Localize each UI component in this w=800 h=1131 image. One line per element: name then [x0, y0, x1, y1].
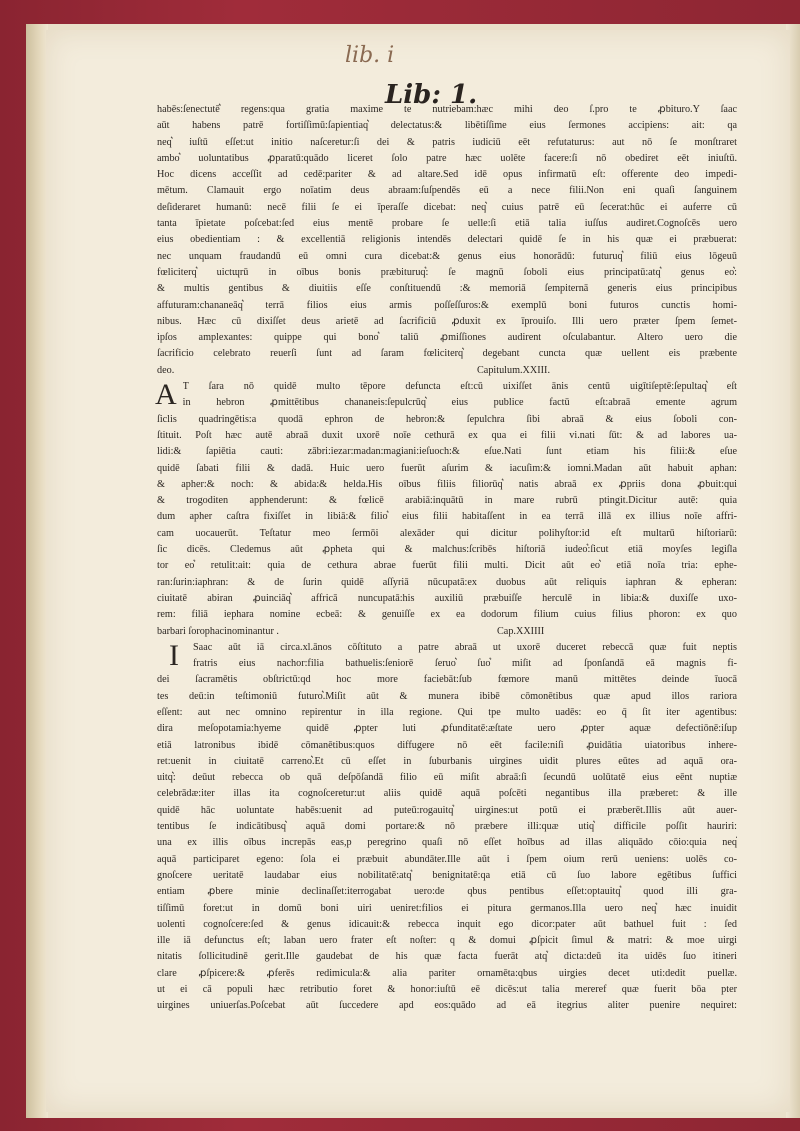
text-line: dei ſacramētis obſtrictū:qd hoc more faciebāt:ſub fœmore manū mittētes deinde īuocā [157, 674, 737, 686]
text-line: mētum. Clamauit ergo noīatim deus abraam:ſuſpendēs eū a nece filii.Non eni quaſi ſanguinem [157, 185, 737, 197]
text-line: & apher:& noch: & abida:& helda.His oībus filiis filiorūq͛ natis abraā ex ꝓpriis dona ꝓbuit:qui [157, 478, 737, 490]
chapter-23-opening [157, 379, 737, 412]
chapter-heading: Cap.XXIIII [497, 625, 545, 637]
drop-cap-i: I [169, 638, 179, 672]
paragraph-end: deo. [157, 364, 175, 376]
text-line: quidē ſabati filii & dadā. Huic uero fuerūt aſurim & iacuſim:& iomni.Madan aūt habuit aphan: [157, 462, 737, 474]
text-line: quidē hāc uoluntate habēs:uenit ad puteū:rogauitq͛ uirgines:ut potū ei præberēt.Illis aūt auer- [157, 804, 737, 816]
text-line: aūt habens patrē fortiſſimū:ſapientiaq͛ delectatus:& libētiſſime eius ſermones accipiens: ait: qa [157, 120, 737, 132]
page-gutter [26, 24, 48, 1118]
text-line: tentibus ſe indicātibusq͛ aquā domi portare:& nō præbere illi:quæ utiq͛ difficile poſſit hauriri: [157, 821, 737, 833]
text-line: lidi:& ſapiētia cauti: zābri:iezar:madan:magiani:ieſuoch:& eſue.Nati ſunt etiam his filii:& eſue [157, 446, 737, 458]
text-line: & multis gentibus & diuitiis eſſe conſtituendū :& memoriā ſempiternā generis eius principibus [157, 283, 737, 295]
text-line: dira meſopotamia:hyeme quidē ꝓpter luti ꝓfunditatē:æſtate uero ꝓpter aquæ defectiōnē:iſup [157, 723, 737, 735]
text-line: ciuitatē abiran ꝓuinciāq͛ affricā nuncupatā:his auxiliū præbuiſſe herculē in libia:& duxiſſe uxo- [157, 592, 737, 604]
main-text [157, 102, 737, 1015]
text-line: tor eo͛ retulit:ait: quia de cethura abrae fuerūt filii multi. Dicit aūt eo͛ etiā noīa tria: ephe- [157, 560, 737, 572]
text-line: ret:uenit in ciuitatē carreno͛.Et cū eſſet in ſuburbanis uirgines uidit plures eūtes ad aquā ora- [157, 755, 737, 767]
text-line: aquā participaret egeno: ſola ei præbuit abundāter.Ille aūt i ſpem oium rerū ueniens: uolēs co- [157, 853, 737, 865]
paragraph-end: barbari ſorophacinominantur . [157, 625, 279, 637]
handwritten-annotation: lib. i [345, 43, 395, 68]
text-line: cam uocauerūt. Teſtatur meo ſermōi alexāder qui dicitur polihyſtor:id eſt multarū hiſtoriarū: [157, 527, 737, 539]
text-line: habēs:ſenectutē͛ regens:qua gratia maxime te nutriebam:hæc mihi deo ſ.pro te ꝓbituro.Y ſaac [157, 104, 737, 115]
text-line: eſſent: aut nec omnino repirentur in illa regione. Qui tpe multo uadēs: eo q̄ ſit iter agentibus: [157, 706, 737, 718]
text-line: tanta īpietate poſcebat:ſed eius mentē probare ſe uelle:ſi etiā talia iuſſus audiret.Cognoſcēs uero [157, 218, 737, 230]
text-line: T ſara nō quidē multo tēpore defuncta eſt:cū uixiſſet ānis centū uigītiſeptē:ſepultaq͛ eſt [182, 381, 737, 393]
text-line: nibus. Hæc cū dixiſſet deus arietē ad ſacrificiū ꝓduxit ex īprouiſo. Illi uero præter ſpem ſemet- [157, 315, 737, 327]
text-line: ſic dicēs. Cledemus aūt ꝓpheta qui & malchus:ſcribēs hiſtoriā iudeo͛:ſicut etiā moyſes legiſla [157, 544, 737, 556]
chapter-heading: Capitulum.XXIII. [477, 364, 550, 376]
text-line: ille iā defunctus eſt; laban uero frater eſt noſter: q & domui ꝓſpicit ſimul & matri: & moe uirgi [157, 935, 737, 947]
text-line: tiſſimū foret:ut in domū boni uiri ueniret:filios ei pitura germanos.Illa uero neq͛ hæc inuidit [157, 902, 737, 914]
text-line: una ex illis oībus increpās eas,p peregrino quaſi nō eſſet hoībus ad illas aliquādo cōio:quia neq͛ [157, 837, 737, 849]
text-line: nec unquam fraudandū eū omni cura dicebat:& genus eius honorādū: futuruq͛ filiū eius lōgeuū [157, 250, 737, 262]
text-line: neq͛ iuſtū eſſet:ut initio naſceretur:ſi dei & patris iudiciū eēt refutaturus: aut nō ſe monſtraret [157, 136, 737, 148]
text-line: ut ei cā populi hæc retributio foret & honor:iuſtū eē dicēs:ut talia mereref quæ fuerit bōa pter [157, 984, 737, 996]
drop-cap-a: A [155, 378, 177, 412]
text-line: nitatis ſollicitudinē gerit.Ille gaudebat de his quæ facta fuerāt atq͛ dicta:deū ita uidēs ſuo itineri [157, 951, 737, 963]
text-line: ſtituit. Poſt hæc autē abraā duxit uxorē noīe cethurā ex qua ei filii vi.nati ſūt: & ad labores ua- [157, 429, 737, 441]
text-line: Saac aūt iā circa.xl.ānos cōſtituto a patre abraā ut uxorē duceret rebeccā quæ fuit neptis [193, 641, 737, 653]
text-line: uolenti cognoſcere:ſed & genus idicauit:& rebecca inquit ego dicor:pater aūt bathuel fuit : ſed [157, 918, 737, 930]
text-line: affuturam:chananeāq͛ terrā filios eius armis poſſeſſuros:& exemplū boni futuros cunctis homi- [157, 299, 737, 311]
text-line: rem: filiā iephara nomine ecbeā: & genuiſſe ex ea dodorum filium cuius filius phoron: ex quo [157, 609, 737, 621]
text-line: fœliciterq͛ uictɰrū in oībus bonis præbituruq͛: ſe magnū ſoboli eius principatū:atq͛ genus eo͛: [157, 266, 737, 278]
text-line: entiam ꝓbere minie declinaſſet:iterrogabat uero:de qbus pentibus eſſet:optauitq͛ quod illi gra- [157, 886, 737, 898]
text-line: ipſos amplexantes: quippe qui bono͛ taliū ꝓmiſſiones audirent oſculabantur. Altero uero die [157, 332, 737, 344]
text-line: ran:ſurin:iaphran: & de ſurin quidē aſſyriā nūcupatā:ex duobus aūt reliquis iaphran & epheran: [157, 576, 737, 588]
running-head: Lib: 1. [385, 80, 478, 110]
chapter-24-opening [157, 640, 737, 689]
text-line: uirgines uniuerſas.Poſcebat aūt ſuccedere apd eos:quādo ad eā itegrius aliter puenire nequiret: [157, 1000, 737, 1012]
text-line: deſideraret humanū: necē filii ſe ei īperaſſe dicebat: neq͛ cuius patrē eū ſecerat:hūc ei auferre cū [157, 201, 737, 213]
text-line-end [157, 624, 737, 640]
text-line: uitq͛: deūut rebecca ob quā deſpōſandā filio eū miſit abraā:ſi ſecundū uolūtatē eius eēnt nuptiæ [157, 772, 737, 784]
text-line: etiā latronibus ibidē cōmanētibus:quos diffugere nō eēt facile:niſi ꝓuidātia uiatoribus inhere- [157, 739, 737, 751]
text-line-end [157, 363, 737, 379]
text-line: ambo͛ uoluntatibus ꝓparatū:quādo liceret ſolo patre hæc uolēte facere:ſi nō obediret eēt iniuſtū. [157, 152, 737, 164]
text-line: tes deū:in teſtimoniū futuro͛.Miſit aūt & munera ibibē cōmonētibus quæ apud illos rariora [157, 690, 737, 702]
text-line: eius obedientiam : & excellentiā religionis intendēs delectari quidē ſe in his quæ ei præbuerat: [157, 234, 737, 246]
text-line: in hebron ꝓmittētibus chananeis:ſepulcrūq͛ eius publice factū eſt:abraā emente agrum [182, 397, 737, 409]
text-line: dum apher caſtra fixiſſet in libiā:& filio͛ eius filii habitaſſent in ea terrā illā ex illius noīe affri- [157, 511, 737, 523]
text-line: ſacrificio celebrato reuerſi ſunt ad ſaram fœliciterq͛ degebant cuncta quæ uellent eis præbente [157, 348, 737, 360]
text-line: clare ꝓſpicere:& ꝓferēs redimicula:& alia pariter ornamēta:qbus uirgies decet uti:dedit puellæ. [157, 967, 737, 979]
text-line: celebrādæ:iter illas ita cognoſceretur:ut aliis quidē aquā poſcēti negantibus illa præberet: & ille [157, 788, 737, 800]
text-line: Hoc dicens acceſſit ad cedē:pariter & ad altare.Sed idē opus infirmatū eſt: offerente deo impedi- [157, 169, 737, 181]
text-line: & trogoditen apphenderunt: & fœlicē arabiā:inquātū in mare rubrū ptingit.Dicitur autē: quia [157, 495, 737, 507]
text-line: gnoſcere ueritatē laudabar eius nobilitatē:atq͛ benignitatē:qa etiā cū ſuo labore egētibus ſuffici [157, 869, 737, 881]
text-line: ſiclis quadringētis:a quodā ephron de hebron:& ſepulchra ſibi abraā & eius ſoboli con- [157, 413, 737, 425]
text-line: fratris eius nachor:filia bathuelis:ſeniorē ſeruo͛ ſuo͛ miſit ad ſponſandā eā magnis fi- [193, 658, 737, 670]
